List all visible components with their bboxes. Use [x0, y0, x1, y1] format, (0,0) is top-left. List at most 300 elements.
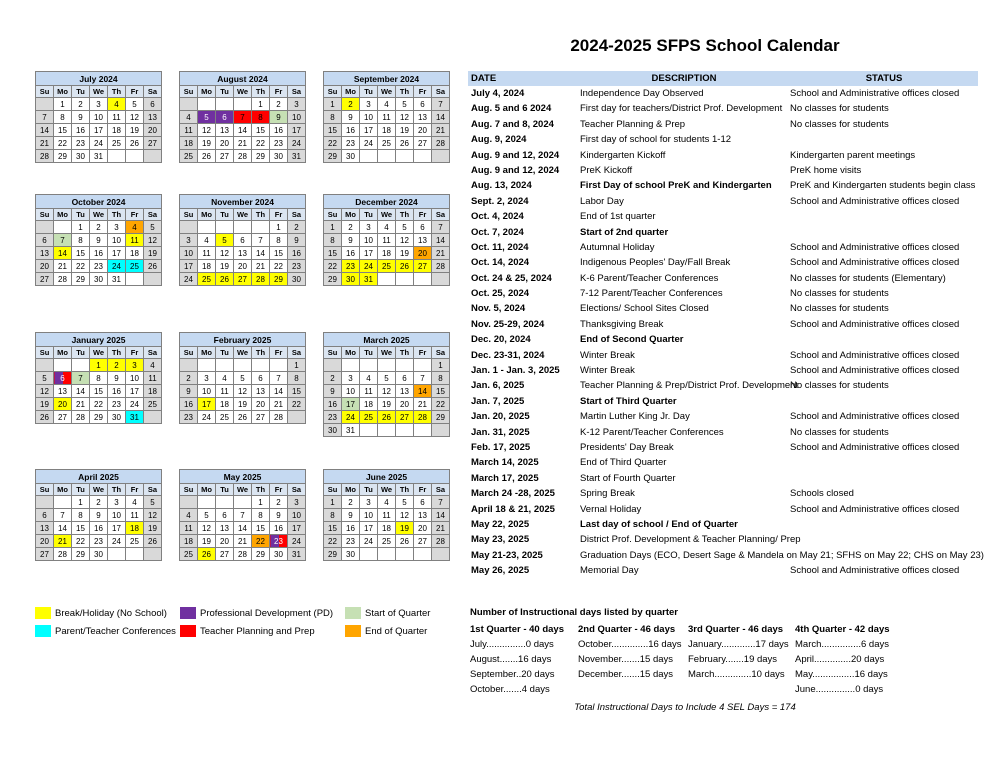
- month-title: March 2025: [324, 333, 450, 347]
- day-cell: 4: [180, 509, 198, 522]
- day-cell: 10: [360, 509, 378, 522]
- day-cell: 1: [252, 496, 270, 509]
- day-cell: [36, 221, 54, 234]
- day-cell: 21: [432, 124, 450, 137]
- day-cell: 31: [126, 411, 144, 424]
- day-cell: 10: [108, 509, 126, 522]
- weekday-header: We: [378, 347, 396, 359]
- day-cell: [144, 273, 162, 286]
- day-cell: [216, 221, 234, 234]
- day-cell: 25: [126, 535, 144, 548]
- schedule-description: Martin Luther King Jr. Day: [580, 411, 690, 423]
- day-cell: 28: [234, 548, 252, 561]
- schedule-description: Labor Day: [580, 195, 624, 207]
- day-cell: 11: [378, 234, 396, 247]
- schedule-description: K-6 Parent/Teacher Conferences: [580, 272, 719, 284]
- day-cell: [414, 150, 432, 163]
- day-cell: 3: [360, 496, 378, 509]
- schedule-description: Start of 2nd quarter: [580, 226, 669, 238]
- day-cell: 23: [288, 260, 306, 273]
- schedule-status: School and Administrative offices closed: [790, 257, 960, 269]
- day-cell: 26: [396, 260, 414, 273]
- schedule-description: End of 1st quarter: [580, 211, 656, 223]
- day-cell: [414, 424, 432, 437]
- schedule-header-date: DATE: [471, 73, 497, 84]
- weekday-header: Fr: [414, 484, 432, 496]
- weekday-header: Fr: [414, 209, 432, 221]
- day-cell: 3: [342, 372, 360, 385]
- schedule-status: School and Administrative offices closed: [790, 349, 960, 361]
- schedule-row: [468, 194, 978, 209]
- day-cell: 16: [180, 398, 198, 411]
- schedule-date: Jan. 20, 2025: [471, 411, 530, 423]
- day-cell: [378, 273, 396, 286]
- day-cell: 27: [36, 273, 54, 286]
- day-cell: [378, 548, 396, 561]
- day-cell: 9: [270, 111, 288, 124]
- day-cell: 18: [378, 124, 396, 137]
- weekday-header: Su: [180, 86, 198, 98]
- day-cell: 12: [144, 234, 162, 247]
- schedule-status: Schools closed: [790, 488, 854, 500]
- schedule-status: [790, 209, 978, 224]
- day-cell: 14: [432, 111, 450, 124]
- day-cell: 29: [270, 273, 288, 286]
- schedule-status: No classes for students: [790, 288, 889, 300]
- day-cell: 22: [288, 398, 306, 411]
- day-cell: 24: [108, 260, 126, 273]
- day-cell: 8: [324, 111, 342, 124]
- day-cell: 20: [414, 522, 432, 535]
- day-cell: [432, 548, 450, 561]
- day-cell: 12: [126, 111, 144, 124]
- day-cell: 23: [72, 137, 90, 150]
- day-cell: 31: [288, 150, 306, 163]
- schedule-row: [468, 240, 978, 255]
- quarter-days-line: January.............17 days: [688, 639, 789, 650]
- day-cell: 13: [36, 522, 54, 535]
- weekday-header: Fr: [270, 86, 288, 98]
- day-cell: 18: [108, 124, 126, 137]
- day-cell: [108, 548, 126, 561]
- schedule-row: [468, 532, 978, 547]
- day-cell: 8: [252, 509, 270, 522]
- quarter-column-4: [795, 622, 905, 697]
- day-cell: [324, 359, 342, 372]
- weekday-header: Fr: [414, 86, 432, 98]
- day-cell: 21: [432, 247, 450, 260]
- day-cell: 16: [90, 247, 108, 260]
- day-cell: 26: [198, 150, 216, 163]
- day-cell: 21: [234, 137, 252, 150]
- day-cell: 16: [342, 247, 360, 260]
- day-cell: [180, 221, 198, 234]
- day-cell: 5: [126, 98, 144, 111]
- day-cell: [216, 359, 234, 372]
- day-cell: 15: [324, 247, 342, 260]
- schedule-row: [468, 378, 978, 393]
- quarter-column-1: [470, 622, 578, 697]
- schedule-row: [468, 101, 978, 116]
- day-cell: 9: [324, 385, 342, 398]
- day-cell: 29: [324, 150, 342, 163]
- day-cell: 25: [378, 260, 396, 273]
- day-cell: 18: [144, 385, 162, 398]
- day-cell: 8: [252, 111, 270, 124]
- day-cell: 22: [90, 398, 108, 411]
- day-cell: 12: [234, 385, 252, 398]
- day-cell: 2: [342, 496, 360, 509]
- day-cell: 17: [126, 385, 144, 398]
- day-cell: 24: [198, 411, 216, 424]
- day-cell: 25: [378, 535, 396, 548]
- day-cell: 26: [36, 411, 54, 424]
- schedule-row: [468, 255, 978, 270]
- schedule-description: Winter Break: [580, 365, 635, 377]
- day-cell: 13: [36, 247, 54, 260]
- schedule-row: [468, 471, 978, 486]
- legend-item-prep: [180, 624, 345, 638]
- day-cell: 5: [144, 496, 162, 509]
- schedule-description: Start of Fourth Quarter: [580, 472, 676, 484]
- day-cell: 3: [108, 496, 126, 509]
- day-cell: [234, 496, 252, 509]
- day-cell: 22: [432, 398, 450, 411]
- month-calendar-december-2024: [323, 194, 450, 286]
- day-cell: 21: [270, 398, 288, 411]
- legend: [35, 606, 495, 638]
- day-cell: 13: [144, 111, 162, 124]
- day-cell: [414, 548, 432, 561]
- day-cell: 3: [288, 496, 306, 509]
- weekday-header: We: [378, 209, 396, 221]
- day-cell: 31: [360, 273, 378, 286]
- schedule-description: Graduation Days (ECO, Desert Sage & Mandela on May 21; SFHS on May 22; CHS on May 23): [580, 549, 984, 561]
- day-cell: [144, 411, 162, 424]
- legend-label: Parent/Teacher Conferences: [55, 625, 176, 637]
- day-cell: [396, 548, 414, 561]
- day-cell: 12: [396, 509, 414, 522]
- weekday-header: We: [378, 86, 396, 98]
- weekday-header: Mo: [342, 347, 360, 359]
- day-cell: 4: [108, 98, 126, 111]
- day-cell: [198, 98, 216, 111]
- day-cell: 11: [180, 522, 198, 535]
- day-cell: 17: [108, 247, 126, 260]
- day-cell: 6: [54, 372, 72, 385]
- day-cell: [72, 359, 90, 372]
- schedule-status: No classes for students: [790, 118, 889, 130]
- weekday-header: Su: [36, 209, 54, 221]
- day-cell: 2: [270, 496, 288, 509]
- day-cell: 5: [216, 234, 234, 247]
- day-cell: 1: [324, 496, 342, 509]
- day-cell: 1: [72, 496, 90, 509]
- weekday-header: Su: [180, 484, 198, 496]
- day-cell: 1: [288, 359, 306, 372]
- schedule-description: Independence Day Observed: [580, 88, 704, 99]
- schedule-status: [790, 471, 978, 486]
- quarter-days-line: November.......15 days: [578, 654, 674, 665]
- day-cell: 20: [216, 137, 234, 150]
- weekday-header: Sa: [144, 347, 162, 359]
- day-cell: [378, 424, 396, 437]
- day-cell: 25: [216, 411, 234, 424]
- schedule-date: March 24 -28, 2025: [471, 488, 555, 500]
- day-cell: 4: [144, 359, 162, 372]
- day-cell: 29: [72, 273, 90, 286]
- day-cell: 29: [72, 548, 90, 561]
- day-cell: 24: [108, 535, 126, 548]
- schedule-row: [468, 148, 978, 163]
- day-cell: 11: [198, 247, 216, 260]
- weekday-header: Fr: [126, 86, 144, 98]
- day-cell: [432, 424, 450, 437]
- day-cell: 24: [126, 398, 144, 411]
- day-cell: 15: [90, 385, 108, 398]
- day-cell: 8: [432, 372, 450, 385]
- legend-label: Break/Holiday (No School): [55, 607, 167, 619]
- schedule-row: [468, 363, 978, 378]
- day-cell: [360, 150, 378, 163]
- month-title: May 2025: [180, 470, 306, 484]
- schedule-status: [790, 132, 978, 147]
- schedule-status: School and Administrative offices closed: [790, 88, 960, 99]
- month-calendar-april-2025: [35, 469, 162, 561]
- weekday-header: Mo: [342, 86, 360, 98]
- quarter-days-line: February.......19 days: [688, 654, 778, 665]
- schedule-row: [468, 209, 978, 224]
- pd-color-swatch: [180, 607, 196, 619]
- day-cell: 26: [396, 137, 414, 150]
- weekday-header: Su: [36, 484, 54, 496]
- day-cell: [270, 359, 288, 372]
- day-cell: 10: [288, 509, 306, 522]
- day-cell: 5: [144, 221, 162, 234]
- day-cell: 10: [288, 111, 306, 124]
- day-cell: 24: [342, 411, 360, 424]
- day-cell: [252, 359, 270, 372]
- day-cell: 25: [198, 273, 216, 286]
- instructional-days: [470, 607, 985, 713]
- day-cell: 30: [90, 548, 108, 561]
- day-cell: [360, 424, 378, 437]
- day-cell: 14: [432, 509, 450, 522]
- day-cell: 31: [288, 548, 306, 561]
- day-cell: [216, 98, 234, 111]
- weekday-header: Tu: [360, 484, 378, 496]
- day-cell: 14: [432, 234, 450, 247]
- schedule-description: Autumnal Holiday: [580, 241, 655, 253]
- schedule-status: School and Administrative offices closed: [790, 195, 960, 207]
- schedule-date: Aug. 9 and 12, 2024: [471, 149, 560, 161]
- quarter-days-line: April..............20 days: [795, 654, 885, 665]
- day-cell: 14: [72, 385, 90, 398]
- day-cell: 30: [270, 150, 288, 163]
- weekday-header: Mo: [342, 209, 360, 221]
- weekday-header: Th: [396, 86, 414, 98]
- month-calendar-july-2024: [35, 71, 162, 163]
- day-cell: 23: [90, 535, 108, 548]
- day-cell: 8: [72, 234, 90, 247]
- month-calendar-october-2024: [35, 194, 162, 286]
- day-cell: [54, 221, 72, 234]
- schedule-date: Oct. 24 & 25, 2024: [471, 272, 552, 284]
- day-cell: 16: [270, 522, 288, 535]
- day-cell: 30: [324, 424, 342, 437]
- day-cell: 3: [360, 98, 378, 111]
- day-cell: 23: [342, 260, 360, 273]
- day-cell: 23: [270, 535, 288, 548]
- day-cell: [126, 273, 144, 286]
- schedule-status: No classes for students: [790, 426, 889, 438]
- day-cell: 19: [198, 535, 216, 548]
- month-calendar-june-2025: [323, 469, 450, 561]
- day-cell: 12: [396, 111, 414, 124]
- day-cell: 17: [360, 247, 378, 260]
- weekday-header: Th: [252, 209, 270, 221]
- quarter-column-3: [688, 622, 795, 697]
- day-cell: [180, 98, 198, 111]
- day-cell: 22: [324, 260, 342, 273]
- weekday-header: Fr: [126, 209, 144, 221]
- day-cell: 19: [234, 398, 252, 411]
- weekday-header: Tu: [216, 86, 234, 98]
- day-cell: 8: [90, 372, 108, 385]
- day-cell: 20: [414, 247, 432, 260]
- day-cell: 25: [144, 398, 162, 411]
- day-cell: 26: [396, 535, 414, 548]
- schedule-date: May 21-23, 2025: [471, 549, 543, 561]
- weekday-header: Tu: [360, 86, 378, 98]
- day-cell: 10: [360, 234, 378, 247]
- day-cell: 12: [198, 124, 216, 137]
- day-cell: 19: [396, 522, 414, 535]
- day-cell: 18: [378, 247, 396, 260]
- schedule-date: Sept. 2, 2024: [471, 195, 529, 207]
- day-cell: 13: [414, 509, 432, 522]
- day-cell: 19: [126, 124, 144, 137]
- day-cell: 17: [360, 124, 378, 137]
- weekday-header: Mo: [54, 86, 72, 98]
- day-cell: 14: [36, 124, 54, 137]
- schedule-date: Oct. 11, 2024: [471, 241, 529, 253]
- schedule-status: [790, 548, 978, 563]
- day-cell: 11: [126, 234, 144, 247]
- schedule-description: First day of school for students 1-12: [580, 134, 732, 146]
- day-cell: [36, 359, 54, 372]
- day-cell: 8: [270, 234, 288, 247]
- month-title: July 2024: [36, 72, 162, 86]
- legend-label: Professional Development (PD): [200, 607, 334, 619]
- day-cell: 25: [360, 411, 378, 424]
- day-cell: 4: [198, 234, 216, 247]
- prep-color-swatch: [180, 625, 196, 637]
- day-cell: 30: [108, 411, 126, 424]
- day-cell: 6: [234, 234, 252, 247]
- day-cell: 7: [234, 111, 252, 124]
- day-cell: 11: [216, 385, 234, 398]
- day-cell: 27: [414, 535, 432, 548]
- weekday-header: Fr: [126, 484, 144, 496]
- day-cell: 14: [54, 247, 72, 260]
- schedule-description: Kindergarten Kickoff: [580, 149, 666, 161]
- day-cell: [198, 221, 216, 234]
- day-cell: 23: [90, 260, 108, 273]
- quarter-days-line: September..20 days: [470, 669, 555, 680]
- schedule-status: No classes for students: [790, 103, 889, 115]
- day-cell: 13: [54, 385, 72, 398]
- day-cell: 10: [180, 247, 198, 260]
- weekday-header: Tu: [360, 209, 378, 221]
- day-cell: 1: [72, 221, 90, 234]
- day-cell: 12: [396, 234, 414, 247]
- day-cell: [252, 221, 270, 234]
- day-cell: 2: [342, 98, 360, 111]
- day-cell: 7: [270, 372, 288, 385]
- day-cell: 19: [198, 137, 216, 150]
- day-cell: 24: [90, 137, 108, 150]
- day-cell: 18: [360, 398, 378, 411]
- schedule-description: Vernal Holiday: [580, 503, 642, 515]
- schedule-description: Start of Third Quarter: [580, 395, 677, 407]
- day-cell: 19: [36, 398, 54, 411]
- weekday-header: Tu: [72, 484, 90, 496]
- day-cell: 17: [198, 398, 216, 411]
- weekday-header: Su: [324, 347, 342, 359]
- day-cell: 5: [36, 372, 54, 385]
- day-cell: [396, 359, 414, 372]
- month-title: December 2024: [324, 195, 450, 209]
- quarter-title: 4th Quarter - 42 days: [795, 624, 890, 635]
- day-cell: 5: [396, 221, 414, 234]
- day-cell: 16: [324, 398, 342, 411]
- day-cell: 30: [288, 273, 306, 286]
- day-cell: 28: [252, 273, 270, 286]
- month-title: September 2024: [324, 72, 450, 86]
- weekday-header: Sa: [288, 209, 306, 221]
- schedule-status: No classes for students: [790, 303, 889, 315]
- day-cell: 27: [396, 411, 414, 424]
- schedule-status: [790, 394, 978, 409]
- month-title: April 2025: [36, 470, 162, 484]
- day-cell: 13: [216, 522, 234, 535]
- day-cell: 16: [108, 385, 126, 398]
- weekday-header: Tu: [216, 484, 234, 496]
- day-cell: 17: [342, 398, 360, 411]
- day-cell: 2: [288, 221, 306, 234]
- schedule-row: [468, 163, 978, 178]
- legend-label: Teacher Planning and Prep: [200, 625, 315, 637]
- day-cell: 9: [288, 234, 306, 247]
- day-cell: 27: [144, 137, 162, 150]
- weekday-header: We: [234, 484, 252, 496]
- schedule-status: PreK home visits: [790, 164, 862, 176]
- quarter-days-line: March...............6 days: [795, 639, 889, 650]
- weekday-header: Mo: [198, 347, 216, 359]
- day-cell: [432, 273, 450, 286]
- day-cell: 22: [72, 260, 90, 273]
- day-cell: 6: [252, 372, 270, 385]
- day-cell: 2: [180, 372, 198, 385]
- day-cell: 17: [90, 124, 108, 137]
- day-cell: 22: [270, 260, 288, 273]
- day-cell: 29: [54, 150, 72, 163]
- day-cell: 7: [54, 509, 72, 522]
- legend-item-conf: [35, 624, 180, 638]
- schedule-row: [468, 548, 984, 563]
- schedule-date: May 23, 2025: [471, 534, 530, 546]
